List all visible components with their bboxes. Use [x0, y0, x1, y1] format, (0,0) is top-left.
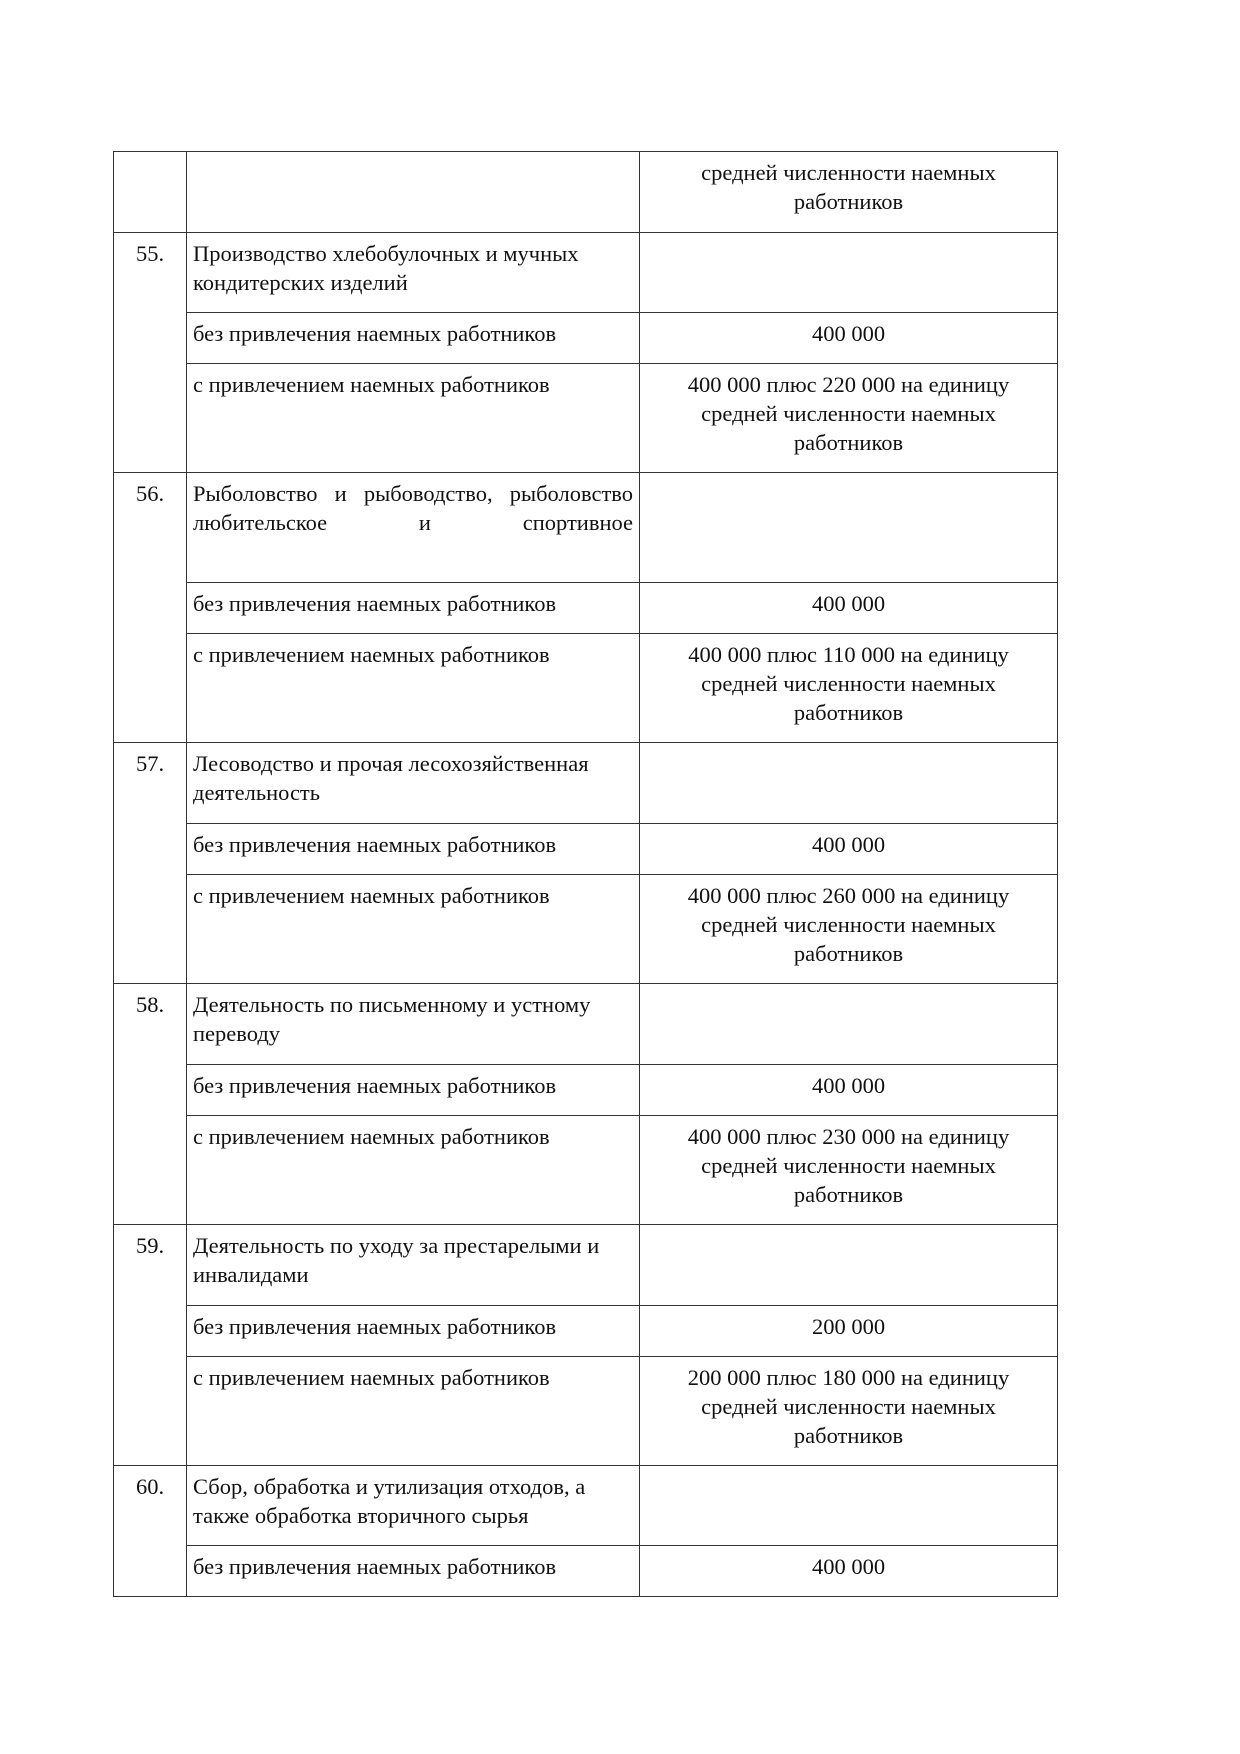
- without-employees-value: 400 000: [640, 583, 1058, 634]
- with-employees-label: с привлечением наемных работников: [187, 364, 640, 473]
- section-number: 58.: [114, 984, 187, 1225]
- with-employees-value: 400 000 плюс 110 000 на единицу средней численности наемных работников: [640, 634, 1058, 743]
- without-employees-value: 400 000: [640, 1546, 1058, 1597]
- without-employees-label: без привлечения наемных работников: [187, 1546, 640, 1597]
- table-row: [114, 1357, 1058, 1466]
- section-title: Деятельность по письменному и устному переводу: [187, 984, 640, 1065]
- section-title: Деятельность по уходу за престарелыми и инвалидами: [187, 1225, 640, 1306]
- with-employees-label: с привлечением наемных работников: [187, 875, 640, 984]
- without-employees-label: без привлечения наемных работников: [187, 583, 640, 634]
- without-employees-value: 400 000: [640, 824, 1058, 875]
- without-employees-value: 200 000: [640, 1306, 1058, 1357]
- section-number: 56.: [114, 473, 187, 743]
- section-title-row: [114, 743, 1058, 824]
- section-title-row: [114, 473, 1058, 583]
- section-title-row: [114, 1225, 1058, 1306]
- table-row: [114, 1546, 1058, 1597]
- section-title: Рыболовство и рыбоводство, рыболовство любительское и спортивное: [187, 473, 640, 583]
- without-employees-label: без привлечения наемных работников: [187, 824, 640, 875]
- table-row: [114, 634, 1058, 743]
- table-row: [114, 1065, 1058, 1116]
- table-row: [114, 313, 1058, 364]
- with-employees-value: 400 000 плюс 230 000 на единицу средней численности наемных работников: [640, 1116, 1058, 1225]
- tax-table: [113, 151, 1058, 1597]
- table-row: [114, 583, 1058, 634]
- section-title: Сбор, обработка и утилизация отходов, а также обработка вторичного сырья: [187, 1466, 640, 1546]
- with-employees-label: с привлечением наемных работников: [187, 634, 640, 743]
- section-number: 57.: [114, 743, 187, 984]
- with-employees-label: с привлечением наемных работников: [187, 1116, 640, 1225]
- with-employees-label: с привлечением наемных работников: [187, 1357, 640, 1466]
- section-number: 60.: [114, 1466, 187, 1597]
- section-title-row: [114, 984, 1058, 1065]
- with-employees-value: 400 000 плюс 260 000 на единицу средней численности наемных работников: [640, 875, 1058, 984]
- table-row: [114, 1116, 1058, 1225]
- without-employees-label: без привлечения наемных работников: [187, 313, 640, 364]
- continuation-value: средней численности наемных работников: [640, 152, 1058, 233]
- without-employees-label: без привлечения наемных работников: [187, 1306, 640, 1357]
- section-title-row: [114, 233, 1058, 313]
- table-row: [114, 875, 1058, 984]
- without-employees-label: без привлечения наемных работников: [187, 1065, 640, 1116]
- table-row: [114, 824, 1058, 875]
- with-employees-value: 200 000 плюс 180 000 на единицу средней численности наемных работников: [640, 1357, 1058, 1466]
- with-employees-value: 400 000 плюс 220 000 на единицу средней численности наемных работников: [640, 364, 1058, 473]
- section-title: Лесоводство и прочая лесохозяйственная деятельность: [187, 743, 640, 824]
- table-row: [114, 152, 1058, 233]
- table-row: [114, 1306, 1058, 1357]
- section-title: Производство хлебобулочных и мучных кондитерских изделий: [187, 233, 640, 313]
- table-row: [114, 364, 1058, 473]
- without-employees-value: 400 000: [640, 1065, 1058, 1116]
- section-number: 55.: [114, 233, 187, 473]
- section-title-row: [114, 1466, 1058, 1546]
- section-number: 59.: [114, 1225, 187, 1466]
- without-employees-value: 400 000: [640, 313, 1058, 364]
